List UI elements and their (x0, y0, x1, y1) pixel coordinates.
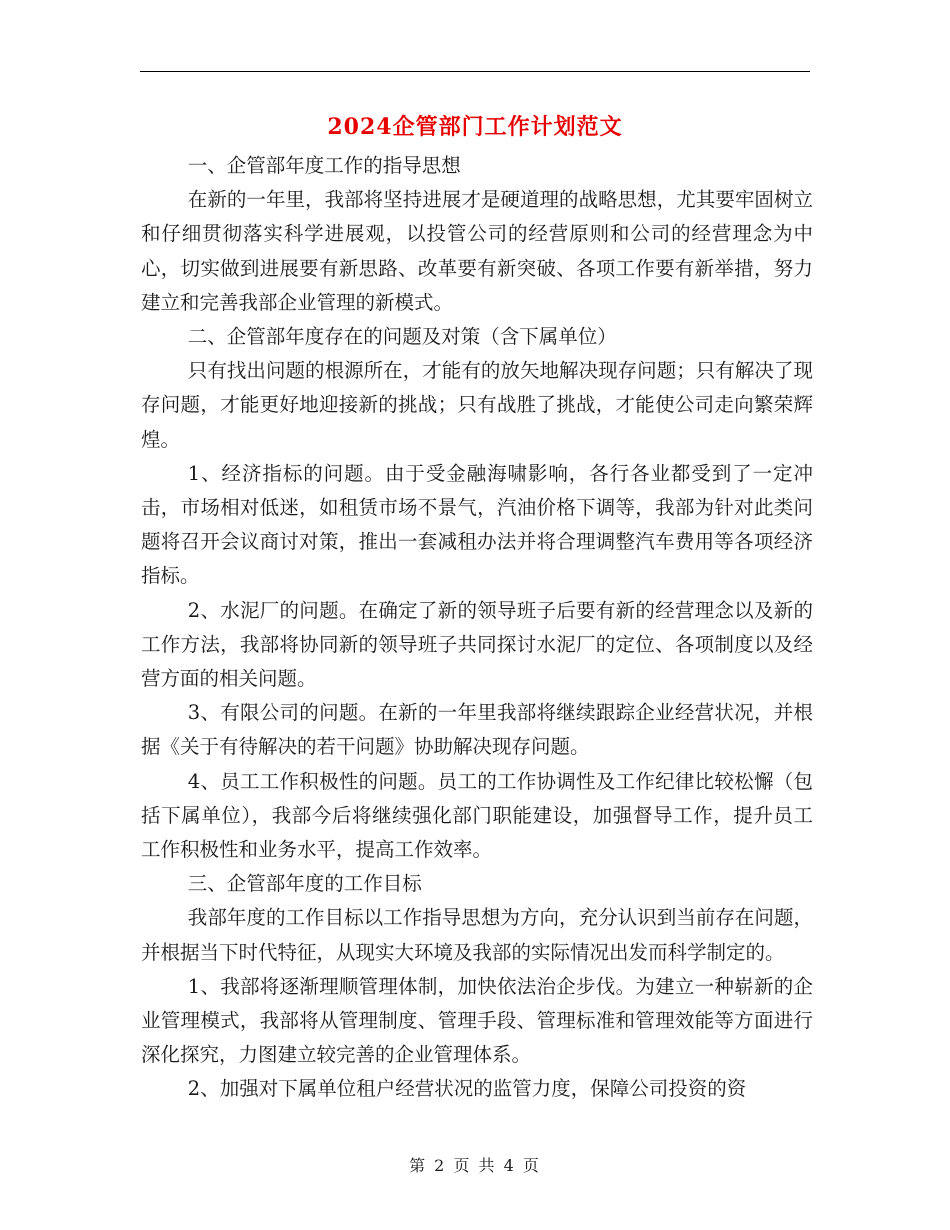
section-heading-goals: 三、企管部年度的工作目标 (187, 872, 422, 896)
document-body (141, 149, 813, 1107)
page-number: 第 2 页 共 4 页 (409, 1156, 541, 1175)
section-heading-guiding-ideology: 一、企管部年度工作的指导思想 (187, 154, 461, 177)
paragraph: 在新的一年里，我部将坚持进展才是硬道理的战略思想，尤其要牢固树立和仔细贯彻落实科学进展观，以投管公司的经营原则和公司的经营理念为中心，切实做到进展要有新思路、改革要有新突破、各项工作要有新举措，努力建立和完善我部企业管理的新模式。 (141, 188, 813, 314)
list-item-limited-company: 3、有限公司的问题。在新的一年里我部将继续跟踪企业经营状况，并根据《关于有待解决的若干问题》协助解决现存问题。 (141, 701, 813, 759)
list-item-economic-indicators: 1、经济指标的问题。由于受金融海啸影响，各行各业都受到了一定冲击，市场相对低迷，如租赁市场不景气，汽油价格下调等，我部为针对此类问题将召开会议商讨对策，推出一套减租办法并将合理调整汽车费用等各项经济指标。 (141, 461, 813, 588)
list-item-management-system: 1、我部将逐渐理顺管理体制，加快依法治企步伐。为建立一种崭新的企业管理模式，我部将从管理制度、管理手段、管理标准和管理效能等方面进行深化探究，力图建立较完善的企业管理体系。 (141, 974, 813, 1067)
paragraph: 我部年度的工作目标以工作指导思想为方向，充分认识到当前存在问题，并根据当下时代特征，从现实大环境及我部的实际情况出发而科学制定的。 (141, 906, 813, 964)
list-item-cement-plant: 2、水泥厂的问题。在确定了新的领导班子后要有新的经营理念以及新的工作方法，我部将协同新的领导班子共同探讨水泥厂的定位、各项制度以及经营方面的相关问题。 (141, 598, 813, 691)
section-heading-problems: 二、企管部年度存在的问题及对策（含下属单位） (187, 325, 617, 349)
list-item-supervision: 2、加强对下属单位租户经营状况的监管力度，保障公司投资的资 (187, 1077, 747, 1101)
document-title: 2024企管部门工作计划范文 (327, 114, 623, 140)
header-rule (140, 71, 810, 72)
list-item-staff-motivation: 4、员工工作积极性的问题。员工的工作协调性及工作纪律比较松懈（包括下属单位），我部今后将继续强化部门职能建设，加强督导工作，提升员工工作积极性和业务水平，提高工作效率。 (141, 769, 813, 862)
paragraph: 只有找出问题的根源所在，才能有的放矢地解决现存问题；只有解决了现存问题，才能更好地迎接新的挑战；只有战胜了挑战，才能使公司走向繁荣辉煌。 (141, 359, 813, 451)
